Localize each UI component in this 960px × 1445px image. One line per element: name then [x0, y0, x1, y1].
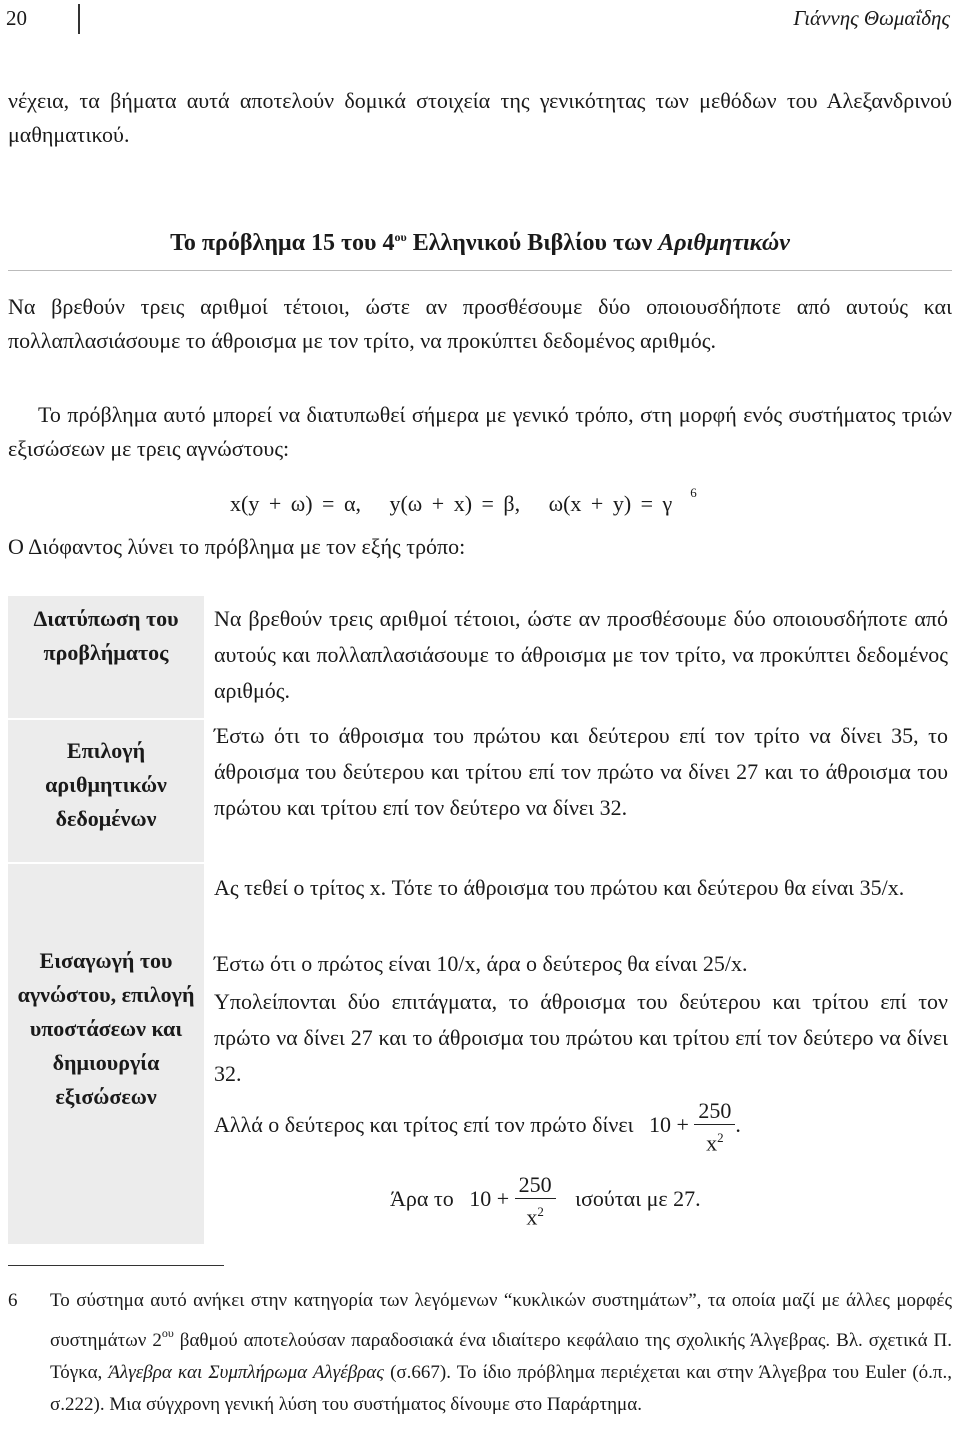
running-header-author: Γιάννης Θωμαΐδης — [793, 6, 950, 30]
line2-text: Άρα το — [390, 1186, 454, 1212]
line1-expr: 10 + — [649, 1112, 689, 1138]
label-formulation — [8, 596, 204, 722]
fraction-numerator: 250 — [694, 1098, 735, 1125]
line2-expr: 10 + — [469, 1186, 510, 1212]
footnote-part-a: Το σύστημα αυτό ανήκει στην κατηγορία των λεγόμενων “κυκλικών συστημάτων”, τα οποία μαζί με άλλες μορφές συστημάτων 2 — [50, 1290, 952, 1351]
footnote-rule — [8, 1265, 224, 1266]
label-data-choice — [8, 720, 204, 874]
line1-post: . — [735, 1112, 741, 1138]
problem-formulation: Το πρόβλημα αυτό μπορεί να διατυπωθεί σήμερα με γενικό τρόπο, στη μορφή ενός συστήματος τριών εξισώσεων με τρεις αγνώστους: — [8, 402, 952, 461]
equation-text: x(y + ω) = α, y(ω + x) = β, ω(x + y) = γ — [230, 491, 673, 516]
footnote-ref: 6 — [690, 485, 697, 500]
footnote-part-b: βαθμού αποτελούσαν παραδοσιακά ένα ιδιαίτερο κεφάλαιο της σχολικής Άλγεβρας. Βλ. σχετικά Π. Τόγκα, — [50, 1330, 953, 1383]
equation-line-2 — [390, 1172, 701, 1230]
label-unknown-equations — [8, 864, 204, 1244]
heading-rule — [8, 270, 952, 271]
denominator-var: x — [526, 1204, 538, 1230]
footnote-number: 6 — [8, 1290, 18, 1311]
problem-statement: Να βρεθούν τρεις αριθμοί τέτοιοι, ώστε αν προσθέσουμε δύο οποιουσδήποτε από αυτούς και πολλαπλασιάσουμε το άθροισμα με τον τρίτο, να προκύπτει δεδομένος αριθμός. — [8, 294, 952, 353]
equation-line-1 — [214, 1098, 741, 1156]
heading-part-2: Ελληνικού Βιβλίου των — [406, 230, 659, 256]
heading-part-1: Το πρόβλημα 15 του 4 — [170, 230, 395, 256]
heading-superscript: ου — [394, 230, 407, 244]
section-heading — [0, 230, 960, 257]
page-number: 20 — [6, 6, 27, 30]
denominator-var: x — [706, 1130, 718, 1156]
label-formulation-text: Διατύπωση του προβλήματος — [33, 606, 179, 665]
row-assumption-text: Έστω ότι ο πρώτος είναι 10/x, άρα ο δεύτερος θα είναι 25/x. — [214, 951, 748, 976]
footnote-part-c: (σ.667). Το ίδιο πρόβλημα περιέχεται και στην Άλγεβρα του Euler (ό.π., σ.222). Μια σύγχρονη γενική λύση του συστήματος δίνουμε στο Παράρτημα. — [50, 1362, 953, 1415]
fraction-250-over-x2 — [694, 1098, 735, 1156]
fraction-250-over-x2 — [515, 1172, 556, 1230]
system-equation — [230, 485, 697, 517]
row-remaining-text: Υπολείπονται δύο επιτάγματα, το άθροισμα του δεύτερου και τρίτου επί τον πρώτο να δίνει 27 και το άθροισμα του πρώτου και τρίτου επί τον δεύτερο να δίνει 32. — [214, 989, 948, 1086]
fraction-numerator: 250 — [515, 1172, 556, 1199]
intro-paragraph: νέχεια, τα βήματα αυτά αποτελούν δομικά στοιχεία της γενικότητας των μεθόδων του Αλεξανδρινού μαθηματικού. — [8, 88, 952, 147]
row-data-text: Έστω ότι το άθροισμα του πρώτου και δεύτερου επί τον τρίτο να δίνει 35, το άθροισμα του δεύτερου και τρίτου επί τον πρώτο να δίνει 27 και το άθροισμα του πρώτου και τρίτου επί τον δεύτερο να δίνει 32. — [214, 723, 948, 820]
footnote-superscript: ου — [161, 1326, 174, 1340]
fraction-denominator — [694, 1125, 735, 1156]
row-unknown-text: Ας τεθεί ο τρίτος x. Τότε το άθροισμα του πρώτου και δεύτερου θα είναι 35/x. — [214, 875, 905, 900]
denominator-exponent: 2 — [717, 1130, 724, 1145]
row-formulation-text: Να βρεθούν τρεις αριθμοί τέτοιοι, ώστε αν προσθέσουμε δύο οποιουσδήποτε από αυτούς και πολλαπλασιάσουμε το άθροισμα με τον τρίτο, να προκύπτει δεδομένος αριθμός. — [214, 606, 948, 703]
label-data-choice-text: Επιλογή αριθμητικών δεδομένων — [45, 738, 167, 831]
denominator-exponent: 2 — [537, 1204, 544, 1219]
line1-text: Αλλά ο δεύτερος και τρίτος επί τον πρώτο δίνει — [214, 1112, 634, 1138]
header-divider — [78, 4, 80, 34]
footnote-text — [50, 1285, 952, 1421]
line2-post: ισούται με 27. — [575, 1186, 701, 1212]
method-intro: Ο Διόφαντος λύνει το πρόβλημα με τον εξής τρόπο: — [8, 534, 466, 559]
heading-italic: Αριθμητικών — [658, 230, 790, 256]
label-unknown-equations-text: Εισαγωγή του αγνώστου, επιλογή υποστάσεων και δημιουργία εξισώσεων — [17, 948, 195, 1109]
footnote-book-title: Άλγεβρα και Συμπλήρωμα Αλγέβρας — [108, 1362, 384, 1383]
fraction-denominator — [515, 1199, 556, 1230]
